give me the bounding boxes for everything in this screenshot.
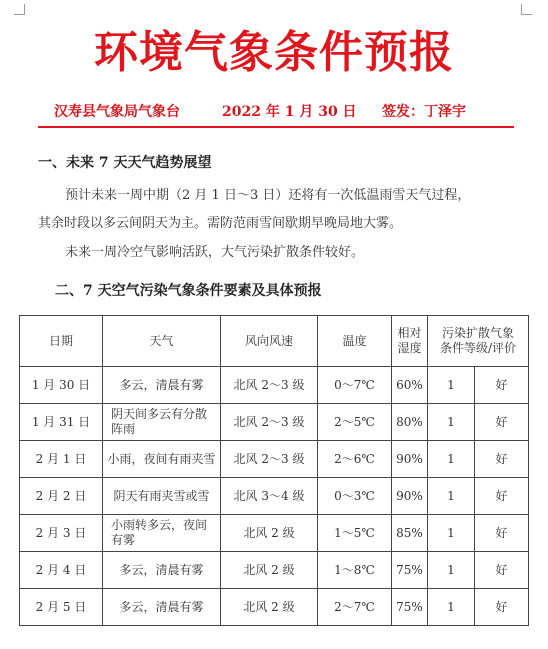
section1-paragraph1-line2: 其余时段以多云间阴天为主。需防范雨雪间歇期早晚局地大雾。 [38,216,403,231]
table-row [20,478,529,515]
cell-weather: 多云，清晨有雾 [103,589,221,626]
table-header-row [20,316,529,367]
forecast-table [19,315,529,626]
cell-level: 1 [428,441,475,478]
issue-date: 2022 年 1 月 30 日 [222,104,357,120]
cell-level: 1 [428,367,475,404]
cell-date: 1 月 30 日 [20,367,103,404]
header-pollution-line2: 条件等级/评价 [439,341,517,355]
section1-heading: 一、未来 7 天天气趋势展望 [38,155,212,171]
cell-wind: 北风 2 级 [221,589,318,626]
cell-date: 2 月 5 日 [20,589,103,626]
cell-temp: 2～6℃ [318,441,392,478]
cell-level: 1 [428,515,475,552]
cell-eval: 好 [475,478,529,515]
cell-humidity: 75% [392,552,428,589]
cell-level: 1 [428,404,475,441]
cell-humidity: 60% [392,367,428,404]
cell-weather: 多云，清晨有雾 [103,552,221,589]
cell-level: 1 [428,589,475,626]
cell-temp: 0～3℃ [318,478,392,515]
cell-level: 1 [428,478,475,515]
header-weather: 天气 [103,316,221,367]
cell-temp: 0～7℃ [318,367,392,404]
cell-wind: 北风 2 级 [221,515,318,552]
cell-weather: 小雨，夜间有雨夹雪 [103,441,221,478]
header-humidity-line1: 相对 [397,326,422,340]
table-row [20,589,529,626]
issuer-name: 汉寿县气象局气象台 [54,104,180,120]
cell-date: 2 月 1 日 [20,441,103,478]
cell-weather: 小雨转多云，夜间有雾 [103,515,221,552]
cell-eval: 好 [475,441,529,478]
document-title: 环境气象条件预报 [94,27,454,78]
cell-humidity: 80% [392,404,428,441]
cell-weather: 阴天间多云有分散阵雨 [103,404,221,441]
cell-weather: 阴天有雨夹雪或雪 [103,478,221,515]
cell-wind: 北风 2 级 [221,552,318,589]
cell-temp: 1～5℃ [318,515,392,552]
header-temp: 温度 [318,316,392,367]
cell-eval: 好 [475,515,529,552]
cell-humidity: 90% [392,441,428,478]
table-row [20,441,529,478]
section1-paragraph2: 未来一周冷空气影响活跃，大气污染扩散条件较好。 [65,245,365,260]
signer: 签发：丁泽宇 [382,104,466,120]
cell-date: 2 月 2 日 [20,478,103,515]
header-humidity [392,316,428,367]
cell-weather: 多云，清晨有雾 [103,367,221,404]
issuer-row [0,101,548,123]
header-divider [38,126,514,128]
header-pollution-line1: 污染扩散气象 [442,326,515,340]
cell-eval: 好 [475,589,529,626]
cell-eval: 好 [475,552,529,589]
header-pollution [428,316,529,367]
cell-wind: 北风 2～3 级 [221,367,318,404]
cell-humidity: 90% [392,478,428,515]
cell-date: 2 月 3 日 [20,515,103,552]
header-wind: 风向风速 [221,316,318,367]
table-row [20,515,529,552]
cell-eval: 好 [475,367,529,404]
cell-temp: 1～8℃ [318,552,392,589]
cell-humidity: 75% [392,589,428,626]
cell-temp: 2～5℃ [318,404,392,441]
cell-eval: 好 [475,404,529,441]
margin-corner-mark-right [521,4,532,15]
header-date: 日期 [20,316,103,367]
cell-date: 1 月 31 日 [20,404,103,441]
cell-date: 2 月 4 日 [20,552,103,589]
section2-heading: 二、7 天空气污染气象条件要素及具体预报 [55,283,322,299]
section1-paragraph1-line1: 预计未来一周中期（2 月 1 日～3 日）还将有一次低温雨雪天气过程， [65,188,471,203]
header-humidity-line2: 湿度 [397,341,422,355]
table-row [20,552,529,589]
table-row [20,404,529,441]
cell-level: 1 [428,552,475,589]
cell-wind: 北风 2～3 级 [221,441,318,478]
cell-temp: 2～7℃ [318,589,392,626]
cell-wind: 北风 3～4 级 [221,478,318,515]
cell-wind: 北风 2～3 级 [221,404,318,441]
table-row [20,367,529,404]
margin-corner-mark-left [14,4,25,15]
cell-humidity: 85% [392,515,428,552]
